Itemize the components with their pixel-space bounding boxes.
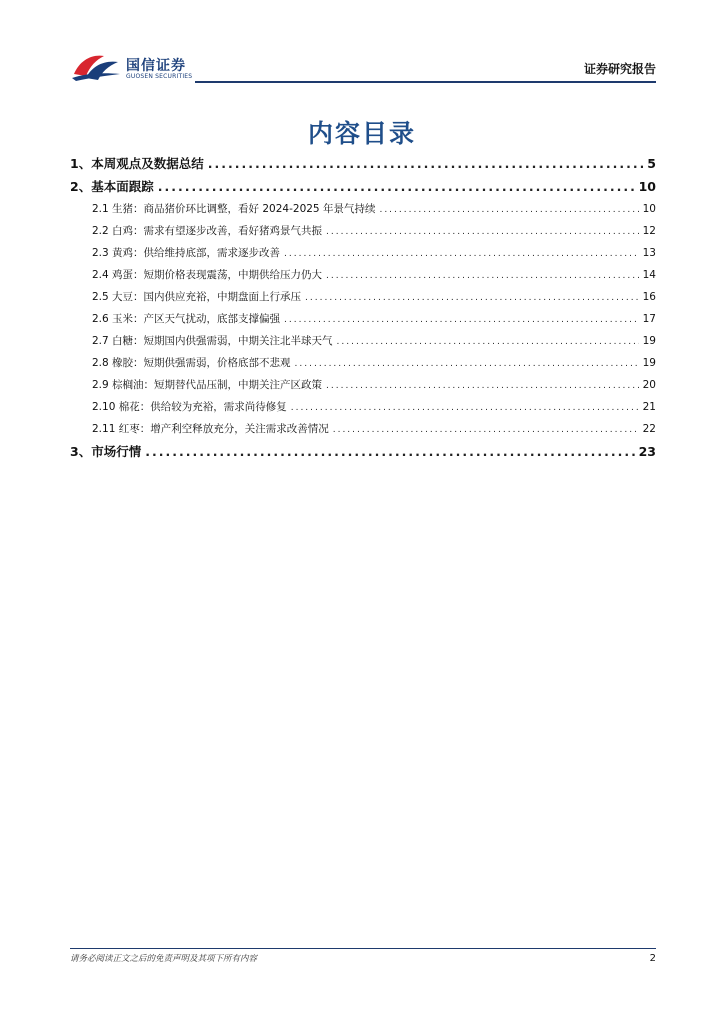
toc-subentry[interactable] — [70, 374, 656, 396]
toc-leader-dots — [326, 265, 639, 287]
toc-leader-dots — [337, 331, 639, 353]
toc-subentry[interactable] — [70, 198, 656, 220]
toc-leader-dots — [379, 199, 638, 221]
toc-subentry[interactable] — [70, 286, 656, 308]
toc-leader-dots — [158, 175, 635, 198]
toc-subentry[interactable] — [70, 242, 656, 264]
toc-entry-page: 20 — [642, 379, 656, 391]
toc-leader-dots — [326, 375, 639, 397]
footer-disclaimer: 请务必阅读正文之后的免责声明及其项下所有内容 — [70, 954, 258, 964]
toc-leader-dots — [305, 287, 639, 309]
toc-entry-page: 19 — [642, 357, 656, 369]
toc-entry-label: 2.9 棕榈油：短期替代品压制，中期关注产区政策 — [92, 379, 323, 391]
guosen-logo — [70, 50, 210, 84]
toc-entry-page: 23 — [638, 444, 656, 459]
toc-leader-dots — [326, 221, 639, 243]
guosen-logo-mark — [70, 52, 122, 82]
toc-entry-label: 2.5 大豆：国内供应充裕，中期盘面上行承压 — [92, 291, 302, 303]
toc-leader-dots — [291, 397, 639, 419]
report-type-label: 证券研究报告 — [583, 62, 656, 76]
toc-entry-page: 17 — [642, 313, 656, 325]
toc-entry-label: 2.10 棉花：供给较为充裕，需求尚待修复 — [92, 401, 287, 413]
toc-entry[interactable] — [70, 440, 656, 463]
toc-leader-dots — [208, 152, 644, 175]
header-divider — [195, 81, 656, 83]
toc-entry-label: 3、市场行情 — [70, 444, 142, 459]
toc-entry-page: 5 — [647, 156, 656, 171]
toc-leader-dots — [145, 440, 634, 463]
toc-entry-label: 2.2 白鸡：需求有望逐步改善，看好猪鸡景气共振 — [92, 225, 323, 237]
toc-subentry[interactable] — [70, 352, 656, 374]
toc-subentry[interactable] — [70, 220, 656, 242]
toc-leader-dots — [284, 243, 639, 265]
toc-leader-dots — [333, 419, 639, 441]
table-of-contents — [70, 152, 656, 463]
toc-entry-page: 12 — [642, 225, 656, 237]
toc-subentry[interactable] — [70, 396, 656, 418]
toc-subentry[interactable] — [70, 264, 656, 286]
toc-entry-page: 10 — [642, 203, 656, 215]
toc-entry-page: 16 — [642, 291, 656, 303]
toc-entry-label: 2.4 鸡蛋：短期价格表现震荡，中期供给压力仍大 — [92, 269, 323, 281]
logo-chinese-text: 国信证券 — [126, 58, 186, 74]
toc-subentry[interactable] — [70, 330, 656, 352]
toc-entry-label: 2.8 橡胶：短期供强需弱，价格底部不悲观 — [92, 357, 291, 369]
toc-entry-page: 21 — [642, 401, 656, 413]
toc-entry-label: 2.11 红枣：增产利空释放充分，关注需求改善情况 — [92, 423, 329, 435]
toc-entry-page: 13 — [642, 247, 656, 259]
toc-entry-label: 2.6 玉米：产区天气扰动，底部支撑偏强 — [92, 313, 281, 325]
toc-entry-page: 14 — [642, 269, 656, 281]
toc-entry-label: 1、本周观点及数据总结 — [70, 156, 204, 171]
toc-title: 内容目录 — [307, 119, 416, 148]
toc-entry[interactable] — [70, 175, 656, 198]
logo-english-text: GUOSEN SECURITIES — [126, 73, 193, 80]
toc-entry-page: 19 — [642, 335, 656, 347]
footer-divider — [70, 948, 656, 949]
toc-entry-label: 2.7 白糖：短期国内供强需弱，中期关注北半球天气 — [92, 335, 333, 347]
page-number: 2 — [649, 953, 656, 964]
toc-subentry[interactable] — [70, 418, 656, 440]
toc-entry-label: 2.3 黄鸡：供给维持底部，需求逐步改善 — [92, 247, 281, 259]
toc-entry-page: 10 — [638, 179, 656, 194]
toc-leader-dots — [295, 353, 639, 375]
toc-entry-page: 22 — [642, 423, 656, 435]
toc-subentry[interactable] — [70, 308, 656, 330]
page-header — [70, 50, 656, 84]
toc-entry-label: 2、基本面跟踪 — [70, 179, 154, 194]
toc-leader-dots — [284, 309, 639, 331]
toc-entry[interactable] — [70, 152, 656, 175]
toc-entry-label: 2.1 生猪：商品猪价环比调整，看好 2024-2025 年景气持续 — [92, 203, 376, 215]
